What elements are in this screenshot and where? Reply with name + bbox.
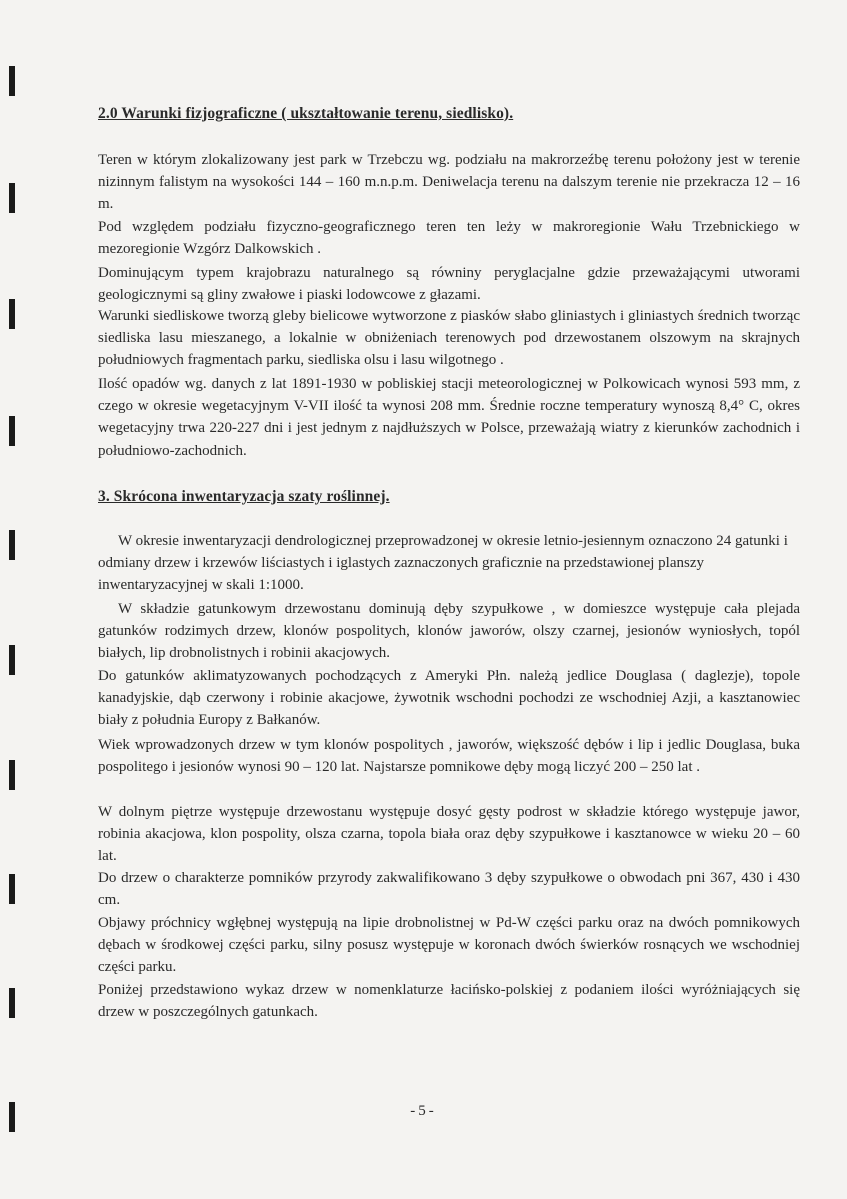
section-3-paragraph: Wiek wprowadzonych drzew w tym klonów pospolitych , jaworów, większość dębów i lip i jedlic Douglasa, buka pospolitego i jesionów wynosi 90 – 120 lat. Najstarsze pomnikowe dęby mogą liczyć 200 – 250 lat .: [98, 737, 800, 776]
binding-mark: [9, 760, 15, 790]
section-3-paragraph: Objawy próchnicy wgłębnej występują na lipie drobnolistnej w Pd-W części parku oraz na dwóch pomnikowych dębach w środkowej części parku, silny posusz występuje w koronach dwóch świerków rosnących we wschodniej części parku.: [98, 915, 800, 976]
binding-mark: [9, 645, 15, 675]
binding-mark: [9, 530, 15, 560]
section-3-paragraph: W dolnym piętrze występuje drzewostanu występuje dosyć gęsty podrost w składzie którego występuje jawor, robinia akacjowa, klon pospolity, olsza czarna, topola biała oraz dęby szypułkowe i kasztanowce w wieku 20 – 60 lat.: [98, 804, 800, 865]
section-2-paragraph: Dominującym typem krajobrazu naturalnego są równiny peryglacjalne gdzie przeważającymi utworami geologicznymi są gliny zwałowe i piaski lodowcowe z głazami.: [98, 265, 800, 304]
section-2-paragraph: Warunki siedliskowe tworzą gleby bielicowe wytworzone z piasków słabo gliniastych i gliniastych średnich tworząc siedliska lasu mieszanego, a lokalnie w obniżeniach terenowych pod drzewostanem olszowym na skrajnych południowych fragmentach parku, siedliska olsu i lasu wilgotnego .: [98, 308, 800, 369]
binding-mark: [9, 299, 15, 329]
section-3-paragraph: Do drzew o charakterze pomników przyrody zakwalifikowano 3 dęby szypułkowe o obwodach pni 367, 430 i 430 cm.: [98, 870, 800, 909]
section-2-paragraph: Ilość opadów wg. danych z lat 1891-1930 w pobliskiej stacji meteorologicznej w Polkowicach wynosi 593 mm, z czego w okresie wegetacyjnym V-VII ilość ta wynosi 208 mm. Średnie roczne temperatury wynoszą 8,4° C, okres wegetacyjny trwa 220-227 dni i jest jednym z najdłuższych w Polsce, przeważają wiatry z kierunków zachodnich i południowo-zachodnich.: [98, 376, 800, 459]
binding-mark: [9, 183, 15, 213]
section-3-paragraph: W składzie gatunkowym drzewostanu dominują dęby szypułkowe , w domieszce występuje cała plejada gatunków rodzimych drzew, klonów pospolitych, klonów jaworów, olszy czarnej, jesionów wyniosłych, topól białych, lip drobnolistnych i robinii akacjowych.: [98, 601, 800, 662]
section-2-heading: 2.0 Warunki fizjograficzne ( ukształtowanie terenu, siedlisko).: [98, 105, 514, 122]
page-number: -5-: [410, 1103, 437, 1119]
binding-mark: [9, 66, 15, 96]
binding-mark: [9, 988, 15, 1018]
section-3-paragraph: Poniżej przedstawiono wykaz drzew w nomenklaturze łacińsko-polskiej z podaniem ilości wyróżniających się drzew w poszczególnych gatunkach.: [98, 982, 800, 1021]
section-2-paragraph: Teren w którym zlokalizowany jest park w Trzebczu wg. podziału na makrorzeźbę terenu położony jest w terenie nizinnym falistym na wysokości 144 – 160 m.n.p.m. Deniwelacja terenu na dalszym terenie nie przekracza 12 – 16 m.: [98, 152, 800, 213]
section-3-paragraph: W okresie inwentaryzacji dendrologicznej przeprowadzonej w okresie letnio-jesiennym oznaczono 24 gatunki i odmiany drzew i krzewów liściastych i iglastych zaznaczonych graficznie na przedstawionej planszy inwentaryzacyjnej w skali 1:1000.: [98, 533, 788, 594]
section-2-paragraph: Pod względem podziału fizyczno-geograficznego teren ten leży w makroregionie Wału Trzebnickiego w mezoregionie Wzgórz Dalkowskich .: [98, 219, 800, 258]
binding-mark: [9, 416, 15, 446]
section-3-paragraph: Do gatunków aklimatyzowanych pochodzących z Ameryki Płn. należą jedlice Douglasa ( daglezje), topole kanadyjskie, dąb czerwony i robinie akacjowe, żywotnik wschodni pochodzi ze wschodniej Azji, a kasztanowiec biały z południa Europy z Bałkanów.: [98, 668, 800, 729]
binding-mark: [9, 874, 15, 904]
section-3-heading: 3. Skrócona inwentaryzacja szaty roślinnej.: [98, 488, 390, 505]
